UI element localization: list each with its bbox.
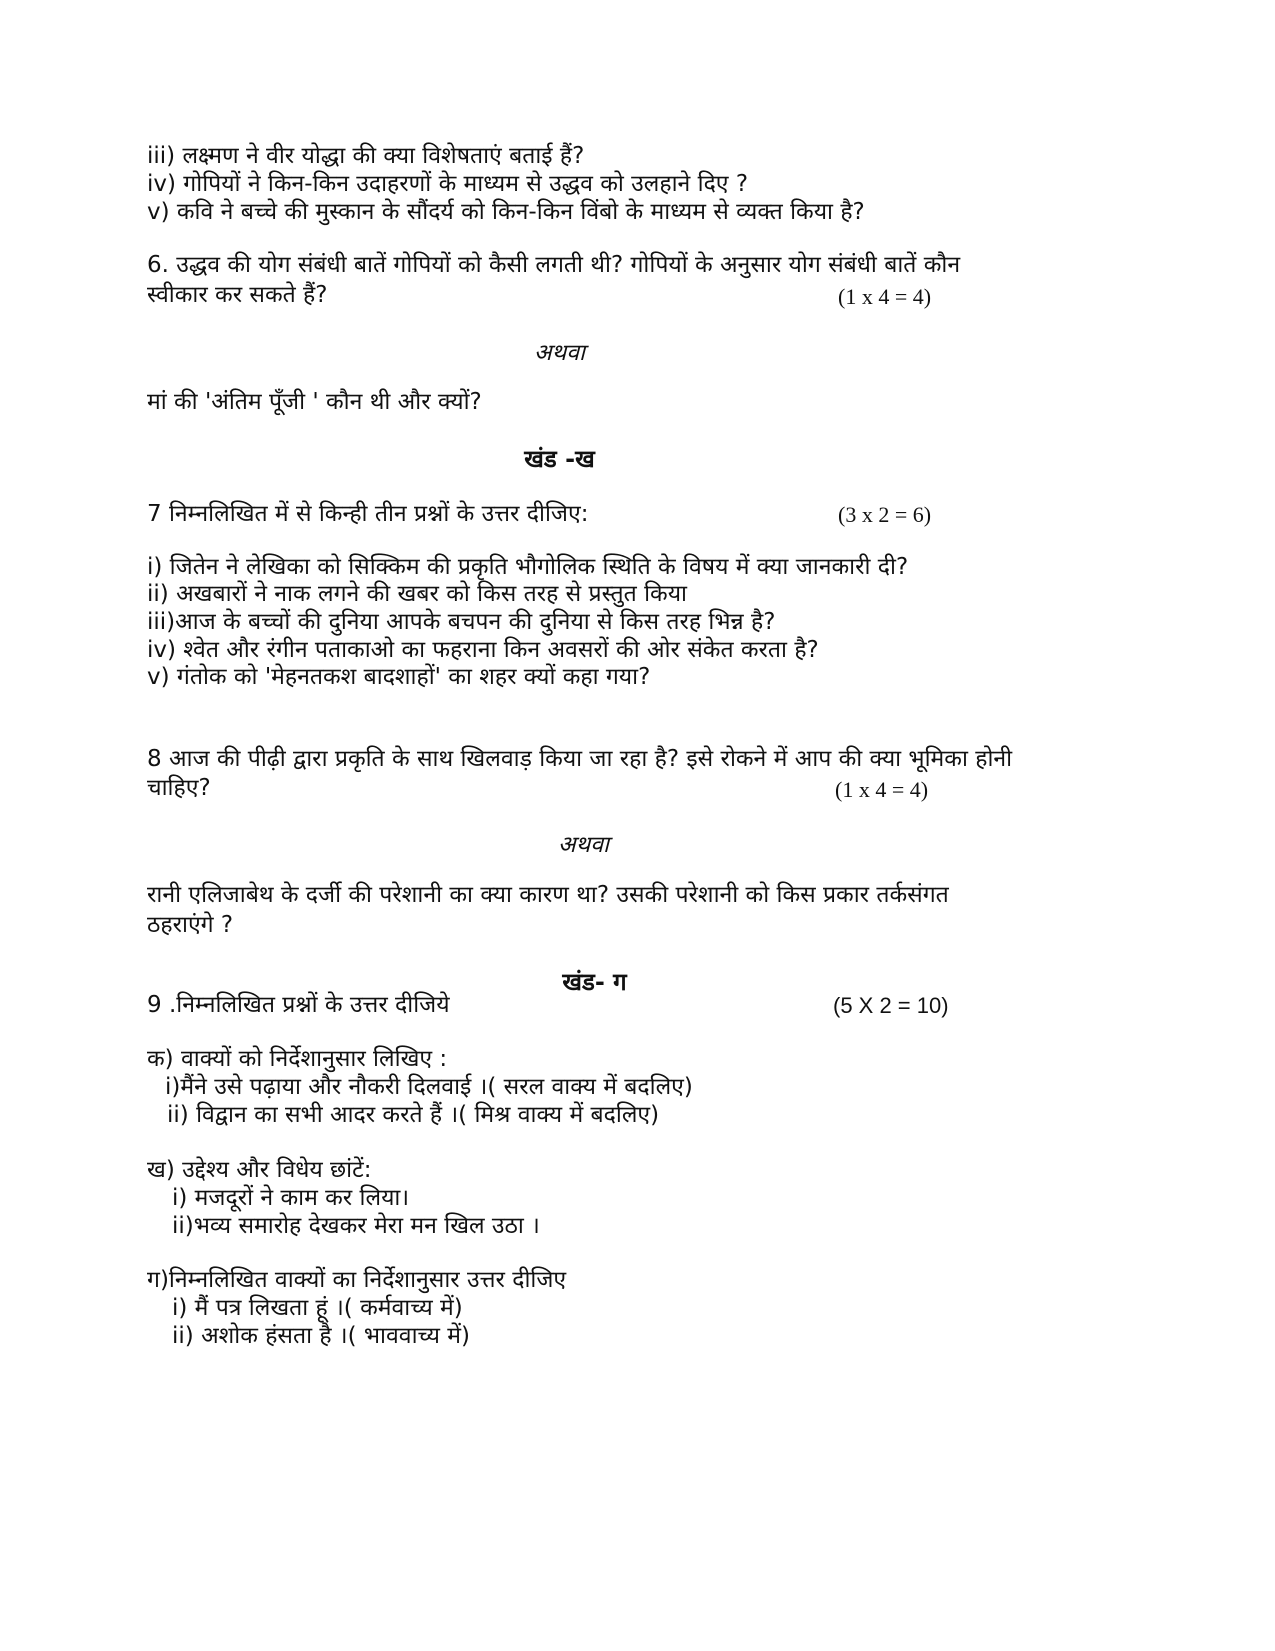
q9-ga-title: ग)निम्नलिखित वाक्यों का निर्देशानुसार उत्तर दीजिए <box>147 1267 567 1293</box>
q9-kha-title: ख) उद्देश्य और विधेय छांटें: <box>147 1157 372 1183</box>
q8-line2: चाहिए? <box>147 775 211 801</box>
q6-marks: (1 x 4 = 4) <box>838 284 932 309</box>
q9-ka-title: क) वाक्यों को निर्देशानुसार लिखिए : <box>147 1046 448 1072</box>
section-kha-heading: खंड -ख <box>524 445 595 473</box>
q8-or-label: अथवा <box>557 832 609 858</box>
q7-heading: 7 निम्नलिखित में से किन्ही तीन प्रश्नों के उत्तर दीजिए: <box>147 501 589 527</box>
q7-item-v: v) गंतोक को 'मेहनतकश बादशाहों' का शहर क्यों कहा गया? <box>147 664 651 690</box>
q9-kha-item-ii: ii)भव्य समारोह देखकर मेरा मन खिल उठा । <box>172 1213 540 1239</box>
q9-heading: 9 .निम्नलिखित प्रश्नों के उत्तर दीजिये <box>147 992 450 1018</box>
q5-item-iv: iv) गोपियों ने किन-किन उदाहरणों के माध्यम से उद्धव को उलहाने दिए ? <box>147 171 749 197</box>
q7-item-iii: iii)आज के बच्चों की दुनिया आपके बचपन की दुनिया से किस तरह भिन्न है? <box>147 609 776 635</box>
q7-item-iv: iv) श्वेत और रंगीन पताकाओ का फहराना किन अवसरों की ओर संकेत करता है? <box>147 637 819 663</box>
q7-item-i: i) जितेन ने लेखिका को सिक्किम की प्रकृति भौगोलिक स्थिति के विषय में क्या जानकारी दी? <box>147 554 909 580</box>
q9-ka-item-ii: ii) विद्वान का सभी आदर करते हैं ।( मिश्र वाक्य में बदलिए) <box>167 1102 660 1128</box>
q7-item-ii: ii) अखबारों ने नाक लगने की खबर को किस तरह से प्रस्तुत किया <box>147 581 687 607</box>
q8-line1: 8 आज की पीढ़ी द्वारा प्रकृति के साथ खिलवाड़ किया जा रहा है? इसे रोकने में आप की क्या भूमिका होनी <box>147 746 1013 772</box>
section-ga-heading: खंड- ग <box>562 968 627 996</box>
q6-alt-question: मां की 'अंतिम पूँजी ' कौन थी और क्यों? <box>147 389 482 415</box>
q7-marks: (3 x 2 = 6) <box>838 502 932 527</box>
q6-line1: 6. उद्धव की योग संबंधी बातें गोपियों को कैसी लगती थी? गोपियों के अनुसार योग संबंधी बातें कौन <box>147 252 961 278</box>
q5-item-iii: iii) लक्ष्मण ने वीर योद्धा की क्या विशेषताएं बताई हैं? <box>147 143 585 169</box>
q9-marks: (5 X 2 = 10) <box>833 993 949 1018</box>
q8-alt-line2: ठहराएंगे ? <box>147 912 234 938</box>
q5-item-v: v) कवि ने बच्चे की मुस्कान के सौंदर्य को किन-किन विंबो के माध्यम से व्यक्त किया है? <box>147 199 865 225</box>
q6-or-label: अथवा <box>533 340 585 366</box>
q6-line2: स्वीकार कर सकते हैं? <box>147 282 328 308</box>
q9-kha-item-i: i) मजदूरों ने काम कर लिया। <box>172 1185 410 1211</box>
q9-ga-item-ii: ii) अशोक हंसता है ।( भाववाच्य में) <box>172 1323 471 1349</box>
q9-ga-item-i: i) मैं पत्र लिखता हूं ।( कर्मवाच्य में) <box>172 1295 463 1321</box>
q9-ka-item-i: i)मैंने उसे पढ़ाया और नौकरी दिलवाई ।( सरल वाक्य में बदलिए) <box>165 1074 693 1100</box>
q8-alt-line1: रानी एलिजाबेथ के दर्जी की परेशानी का क्या कारण था? उसकी परेशानी को किस प्रकार तर्कसंगत <box>147 882 949 908</box>
q8-marks: (1 x 4 = 4) <box>835 777 929 802</box>
